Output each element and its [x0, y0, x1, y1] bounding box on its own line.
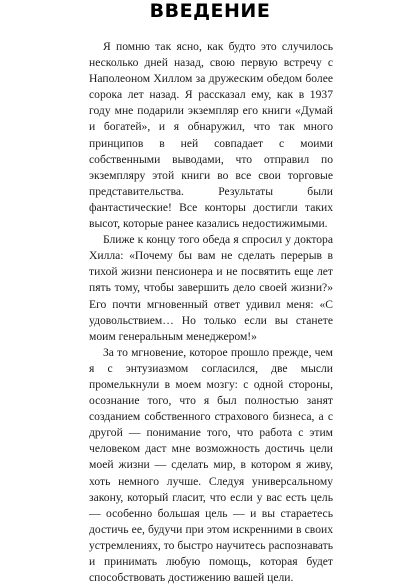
chapter-title: ВВЕДЕНИЕ	[149, 0, 271, 22]
body-text	[89, 39, 333, 586]
paragraph-2: Ближе к концу того обеда я спросил у доктора Хилла: «Почему бы вам не сделать перерыв в тихой жизни пенсионера и не посвятить еще лет пять тому, чтобы завершить дело своей жизни?» Его почти мгновенный ответ удивил меня: «С удовольствием… Но только если вы станете моим генеральным менеджером!»	[89, 233, 333, 343]
paragraph-1: Я помню так ясно, как будто это случилось несколько дней назад, свою первую встречу с Наполеоном Хиллом за дружеским обедом более сорока лет назад. Я рассказал ему, как в 1937 году мне подарили экземпляр его книги «Думай и богатей», и я обнаружил, что так много принципов в ней совпадает с моими собственными выводами, что отправил по экземпляру этой книги во все свои торговые представительства. Результаты были фантастические! Все конторы достигли таких высот, которые ранее казались недостижимыми.	[89, 40, 333, 231]
paragraph-3: За то мгновение, которое прошло прежде, чем я с энтузиазмом согласился, две мысли промелькнули в моем мозгу: с одной стороны, осознание того, что я был полностью занят созданием собственного страхового бизнеса, а с другой — понимание того, что работа с этим человеком даст мне возможность достичь цели моей жизни — сделать мир, в котором я живу, хоть немного лучше. Следуя универсальному закону, который гласит, что если у вас есть цель — особенно большая цель — и вы стараетесь достичь ее, будучи при этом искренними в своих устремлениях, то быстро научитесь распознавать и принимать любую помощь, которая будет способствовать достижению вашей цели.	[89, 345, 333, 585]
